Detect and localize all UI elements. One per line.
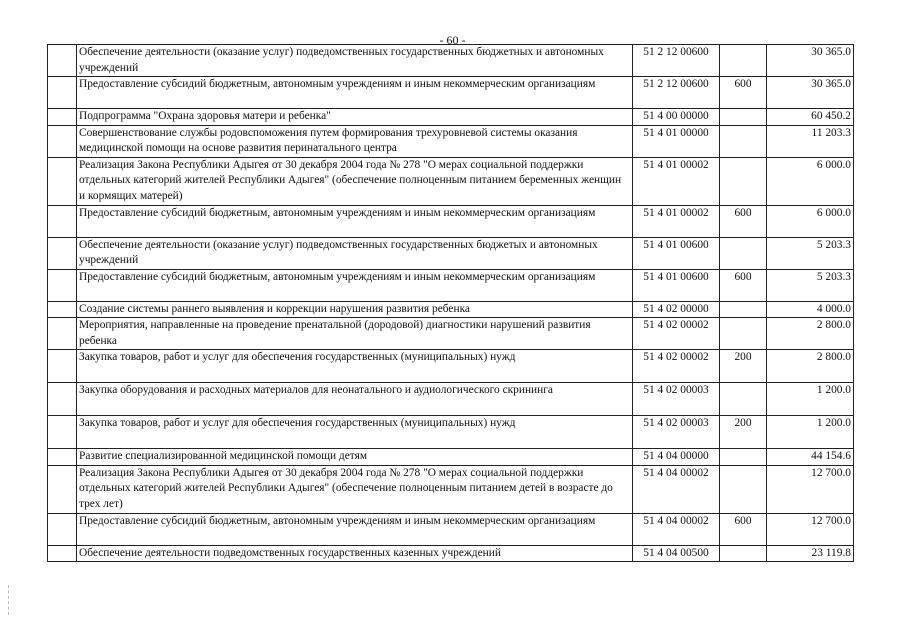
row-type-cell — [720, 383, 767, 416]
row-amount-cell: 2 800.0 — [767, 318, 854, 350]
row-name-cell: Предоставление субсидий бюджетным, автономным учреждениям и иным некоммерческим организациям — [77, 269, 633, 301]
budget-table — [47, 44, 854, 562]
row-code-cell: 51 4 01 00600 — [633, 237, 720, 269]
row-type-cell: 600 — [720, 269, 767, 301]
row-amount-cell: 11 203.3 — [767, 125, 854, 157]
row-type-cell — [720, 109, 767, 126]
row-blank-cell — [48, 350, 77, 383]
row-code-cell: 51 4 01 00600 — [633, 269, 720, 301]
row-blank-cell — [48, 157, 77, 205]
row-amount-cell: 30 365.0 — [767, 77, 854, 109]
row-blank-cell — [48, 513, 77, 545]
row-code-cell: 51 4 02 00002 — [633, 318, 720, 350]
row-amount-cell: 44 154.6 — [767, 449, 854, 466]
table-body — [48, 45, 854, 562]
row-blank-cell — [48, 125, 77, 157]
row-blank-cell — [48, 318, 77, 350]
row-blank-cell — [48, 45, 77, 77]
row-blank-cell — [48, 205, 77, 237]
row-type-cell — [720, 449, 767, 466]
row-type-cell: 200 — [720, 350, 767, 383]
row-code-cell: 51 2 12 00600 — [633, 45, 720, 77]
row-name-cell: Создание системы раннего выявления и коррекции нарушения развития ребенка — [77, 301, 633, 318]
row-name-cell: Предоставление субсидий бюджетным, автономным учреждениям и иным некоммерческим организациям — [77, 513, 633, 545]
row-type-cell — [720, 545, 767, 562]
row-type-cell — [720, 125, 767, 157]
row-type-cell: 600 — [720, 513, 767, 545]
row-amount-cell: 30 365.0 — [767, 45, 854, 77]
row-amount-cell: 12 700.0 — [767, 465, 854, 513]
row-code-cell: 51 2 12 00600 — [633, 77, 720, 109]
row-type-cell — [720, 301, 767, 318]
page-number: - 60 - — [439, 33, 466, 47]
row-name-cell: Предоставление субсидий бюджетным, автономным учреждениям и иным некоммерческим организациям — [77, 77, 633, 109]
row-name-cell: Закупка товаров, работ и услуг для обеспечения государственных (муниципальных) нужд — [77, 350, 633, 383]
row-code-cell: 51 4 02 00002 — [633, 350, 720, 383]
table-row — [48, 269, 854, 301]
row-blank-cell — [48, 383, 77, 416]
row-code-cell: 51 4 02 00000 — [633, 301, 720, 318]
row-amount-cell: 4 000.0 — [767, 301, 854, 318]
row-blank-cell — [48, 301, 77, 318]
row-blank-cell — [48, 545, 77, 562]
table-row — [48, 545, 854, 562]
row-name-cell: Обеспечение деятельности подведомственных государственных казенных учреждений — [77, 545, 633, 562]
row-code-cell: 51 4 00 00000 — [633, 109, 720, 126]
row-code-cell: 51 4 04 00002 — [633, 513, 720, 545]
row-type-cell: 200 — [720, 416, 767, 449]
row-code-cell: 51 4 02 00003 — [633, 416, 720, 449]
row-type-cell — [720, 237, 767, 269]
row-blank-cell — [48, 465, 77, 513]
row-name-cell: Реализация Закона Республики Адыгея от 30 декабря 2004 года № 278 "О мерах социальной поддержки отдельных категорий жителей Республики Адыгея" (обеспечение полноценным питанием детей в возрасте до трех лет) — [77, 465, 633, 513]
table-row — [48, 465, 854, 513]
row-code-cell: 51 4 04 00002 — [633, 465, 720, 513]
row-amount-cell: 5 203.3 — [767, 237, 854, 269]
row-blank-cell — [48, 109, 77, 126]
row-name-cell: Закупка товаров, работ и услуг для обеспечения государственных (муниципальных) нужд — [77, 416, 633, 449]
row-name-cell: Мероприятия, направленные на проведение пренатальной (дородовой) диагностики нарушений развития ребенка — [77, 318, 633, 350]
table-row — [48, 45, 854, 77]
row-blank-cell — [48, 269, 77, 301]
table-row — [48, 77, 854, 109]
table-row — [48, 109, 854, 126]
row-blank-cell — [48, 416, 77, 449]
table-row — [48, 157, 854, 205]
row-name-cell: Подпрограмма "Охрана здоровья матери и ребенка" — [77, 109, 633, 126]
table-row — [48, 416, 854, 449]
row-type-cell — [720, 45, 767, 77]
row-amount-cell: 6 000.0 — [767, 157, 854, 205]
row-name-cell: Реализация Закона Республики Адыгея от 30 декабря 2004 года № 278 "О мерах социальной поддержки отдельных категорий жителей Республики Адыгея" (обеспечение полноценным питанием беременных женщин и кормящих матерей) — [77, 157, 633, 205]
row-amount-cell: 60 450.2 — [767, 109, 854, 126]
row-type-cell — [720, 318, 767, 350]
table-row — [48, 205, 854, 237]
row-amount-cell: 12 700.0 — [767, 513, 854, 545]
table-row — [48, 237, 854, 269]
row-amount-cell: 1 200.0 — [767, 383, 854, 416]
row-name-cell: Закупка оборудования и расходных материалов для неонатального и аудиологического скрининга — [77, 383, 633, 416]
row-type-cell: 600 — [720, 77, 767, 109]
row-amount-cell: 5 203.3 — [767, 269, 854, 301]
row-name-cell: Обеспечение деятельности (оказание услуг) подведомственных государственных бюджетых и автономных учреждений — [77, 237, 633, 269]
table-row — [48, 125, 854, 157]
row-amount-cell: 2 800.0 — [767, 350, 854, 383]
row-amount-cell: 1 200.0 — [767, 416, 854, 449]
row-type-cell — [720, 157, 767, 205]
row-type-cell: 600 — [720, 205, 767, 237]
row-code-cell: 51 4 04 00500 — [633, 545, 720, 562]
row-blank-cell — [48, 449, 77, 466]
row-amount-cell: 6 000.0 — [767, 205, 854, 237]
row-code-cell: 51 4 04 00000 — [633, 449, 720, 466]
row-code-cell: 51 4 01 00002 — [633, 157, 720, 205]
row-blank-cell — [48, 77, 77, 109]
row-name-cell: Предоставление субсидий бюджетным, автономным учреждениям и иным некоммерческим организациям — [77, 205, 633, 237]
row-name-cell: Обеспечение деятельности (оказание услуг) подведомственных государственных бюджетных и автономных учреждений — [77, 45, 633, 77]
row-name-cell: Совершенствование службы родовспоможения путем формирования трехуровневой системы оказания медицинской помощи на основе развития перинатального центра — [77, 125, 633, 157]
row-code-cell: 51 4 01 00000 — [633, 125, 720, 157]
row-code-cell: 51 4 02 00003 — [633, 383, 720, 416]
row-name-cell: Развитие специализированной медицинской помощи детям — [77, 449, 633, 466]
table-row — [48, 513, 854, 545]
row-type-cell — [720, 465, 767, 513]
row-code-cell: 51 4 01 00002 — [633, 205, 720, 237]
row-blank-cell — [48, 237, 77, 269]
table-row — [48, 318, 854, 350]
table-row — [48, 449, 854, 466]
table-row — [48, 301, 854, 318]
row-amount-cell: 23 119.8 — [767, 545, 854, 562]
table-row — [48, 383, 854, 416]
margin-mark — [8, 585, 11, 615]
table-row — [48, 350, 854, 383]
